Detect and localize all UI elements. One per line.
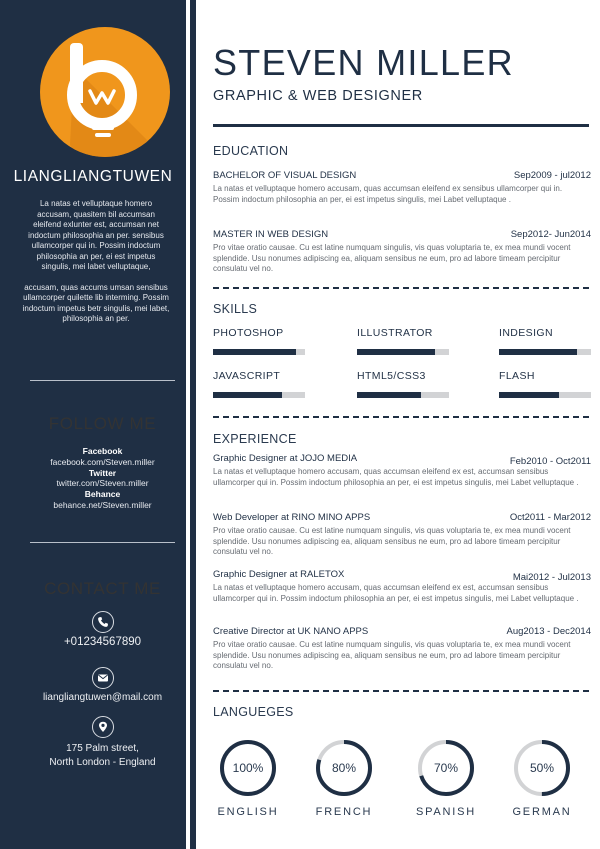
- header-rule: [213, 124, 589, 127]
- contact-phone[interactable]: +01234567890: [63, 636, 142, 648]
- skill-bar-fill: [499, 349, 577, 355]
- entry-date: Feb2010 - Oct2011: [509, 456, 591, 467]
- contact-heading: CONTACT ME: [44, 579, 161, 598]
- skill-bar: [499, 392, 591, 398]
- skill-bar-fill: [213, 392, 282, 398]
- entry-description: La natas et velluptaque homero accusam, quas accumsan eleifend ex est, accumsan sensibus ullamcorper qui in. Possim indoctum philosophia an per, ei est impetus singulis, mei Labet velluptaque .: [213, 467, 579, 487]
- sidebar-divider: [30, 542, 175, 543]
- entry-title: Web Developer at RINO MINO APPS: [213, 512, 371, 523]
- entry-date: Aug2013 - Dec2014: [506, 626, 591, 637]
- language-percent: 100%: [232, 761, 264, 775]
- lightbulb-logo-icon: [40, 27, 170, 157]
- logo: [40, 27, 170, 157]
- languages-heading: LANGUEGES: [213, 705, 294, 719]
- entry-description: Pro vitae oratio causae. Cu est latine numquam singulis, vis quas voluptaria te, ex mea mundi vocent splendide. Usu nonumes adipiscing ea, aliquam sensibus ne eum, pro ad labore timeam percipitur consulatu vel no.: [213, 640, 571, 670]
- entry-title: BACHELOR OF VISUAL DESIGN: [213, 170, 357, 181]
- entry-date: Sep2009 - jul2012: [513, 170, 591, 181]
- skill-item: [213, 327, 308, 355]
- skill-bar-fill: [499, 392, 559, 398]
- language-label: FRENCH: [315, 806, 373, 818]
- follow-heading: FOLLOW ME: [48, 414, 157, 433]
- language-percent: 50%: [529, 761, 555, 775]
- language-ring: [314, 738, 374, 798]
- education-heading: EDUCATION: [213, 144, 289, 158]
- entry-description: La natas et velluptaque homero accusam, quas accumsan eleifend ex est, accumsan sensibus ullamcorper qui in. Possim indoctum philosophia an per, ei est impetus singulis, mei Labet velluptaque .: [213, 583, 579, 603]
- contact-email[interactable]: liangliangtuwen@mail.com: [42, 692, 163, 703]
- skill-item: [499, 370, 594, 398]
- entry-title: Graphic Designer at RALETOX: [213, 569, 345, 580]
- education-entry: [213, 170, 591, 205]
- language-percent: 70%: [433, 761, 459, 775]
- language-label: SPANISH: [415, 806, 477, 818]
- education-entry: [213, 229, 591, 275]
- skill-bar-fill: [213, 349, 296, 355]
- social-network-label: Facebook: [82, 446, 123, 456]
- skill-label: ILLUSTRATOR: [357, 327, 433, 339]
- language-item: [411, 738, 481, 818]
- skill-label: JAVASCRIPT: [213, 370, 281, 382]
- skill-bar: [357, 392, 449, 398]
- entry-date: Sep2012- Jun2014: [510, 229, 591, 240]
- experience-heading: EXPERIENCE: [213, 432, 297, 446]
- experience-entry: [213, 512, 591, 558]
- entry-title: Creative Director at UK NANO APPS: [213, 626, 369, 637]
- experience-entry: [213, 626, 591, 672]
- address-line: 175 Palm street,: [66, 743, 139, 754]
- skill-bar: [213, 349, 305, 355]
- skill-label: HTML5/CSS3: [357, 370, 426, 382]
- skill-label: INDESIGN: [499, 327, 553, 339]
- skill-item: [499, 327, 594, 355]
- section-divider: [213, 690, 589, 692]
- map-pin-icon: [92, 716, 114, 738]
- language-ring: [218, 738, 278, 798]
- sidebar-divider: [30, 380, 175, 381]
- skill-bar: [357, 349, 449, 355]
- contact-address: [0, 742, 205, 770]
- sidebar-name: LIANGLIANGTUWEN: [13, 168, 173, 185]
- experience-entry: [213, 453, 591, 488]
- skill-item: [357, 370, 452, 398]
- phone-icon: [92, 611, 114, 633]
- address-line: North London - England: [49, 757, 156, 768]
- skill-item: [213, 370, 308, 398]
- section-divider: [213, 416, 589, 418]
- language-ring: [512, 738, 572, 798]
- skill-bar: [499, 349, 591, 355]
- skills-heading: SKILLS: [213, 302, 258, 316]
- social-network-label: Twitter: [88, 467, 117, 478]
- language-item: [309, 738, 379, 818]
- skill-label: PHOTOSHOP: [213, 327, 284, 339]
- language-item: [507, 738, 577, 818]
- language-percent: 80%: [331, 761, 357, 775]
- envelope-icon: [92, 667, 114, 689]
- skill-bar: [213, 392, 305, 398]
- section-divider: [213, 287, 589, 289]
- skill-bar-fill: [357, 392, 421, 398]
- skill-bar-fill: [357, 349, 435, 355]
- social-links: [0, 446, 205, 511]
- entry-date: Mai2012 - Jul2013: [512, 572, 591, 583]
- language-item: [213, 738, 283, 818]
- about-paragraph: La natas et velluptaque homero accusam, quasitem bil accumsan eleifend exlunter est, accumsan net indoctum philosophia an per. sensibus ullamcorper qui in. Possim indoctum philosophia an per, ei est impetus singulis, mei labet velluptaque,: [28, 199, 164, 271]
- experience-entry: [213, 569, 591, 604]
- language-label: GERMAN: [512, 806, 572, 818]
- entry-description: Pro vitae oratio causae. Cu est latine numquam singulis, vis quas voluptaria te, ex mea mundi vocent splendide. Usu nonumes adipiscing ea, aliquam sensibus ne eum, pro ad labore timeam percipitur consulatu vel no.: [213, 243, 571, 273]
- person-name: STEVEN MILLER: [213, 42, 514, 83]
- about-text: [22, 199, 170, 335]
- language-ring: [416, 738, 476, 798]
- entry-title: Graphic Designer at JOJO MEDIA: [213, 453, 358, 464]
- job-title: GRAPHIC & WEB DESIGNER: [213, 88, 423, 104]
- social-link-facebook[interactable]: facebook.com/Steven.miller: [50, 456, 155, 467]
- skill-item: [357, 327, 452, 355]
- language-label: ENGLISH: [217, 806, 279, 818]
- entry-description: Pro vitae oratio causae. Cu est latine numquam singulis, vis quas voluptaria te, ex mea mundi vocent splendide. Usu nonumes adipiscing ea, aliquam sensibus ne eum, pro ad labore timeam percipitur consulatu vel no.: [213, 526, 571, 556]
- skill-label: FLASH: [499, 370, 535, 382]
- entry-title: MASTER IN WEB DESIGN: [213, 229, 329, 240]
- social-link-twitter[interactable]: twitter.com/Steven.miller: [56, 478, 149, 489]
- about-paragraph: accusam, quas accums umsan sensibus ullamcorper quilette lib interming. Possim indoctum impetus betr singulis, mei labet, philosophia an per.: [22, 282, 170, 323]
- entry-description: La natas et velluptaque homero accusam, quas accumsan eleifend ex sensibus ullamcorper qui in. Possim indoctum philosophia an per, ei est impetus singulis, mei Labet velluptaque .: [213, 184, 563, 204]
- entry-date: Oct2011 - Mar2012: [509, 512, 591, 523]
- social-network-label: Behance: [84, 489, 121, 500]
- social-link-behance[interactable]: behance.net/Steven.miller: [53, 499, 152, 510]
